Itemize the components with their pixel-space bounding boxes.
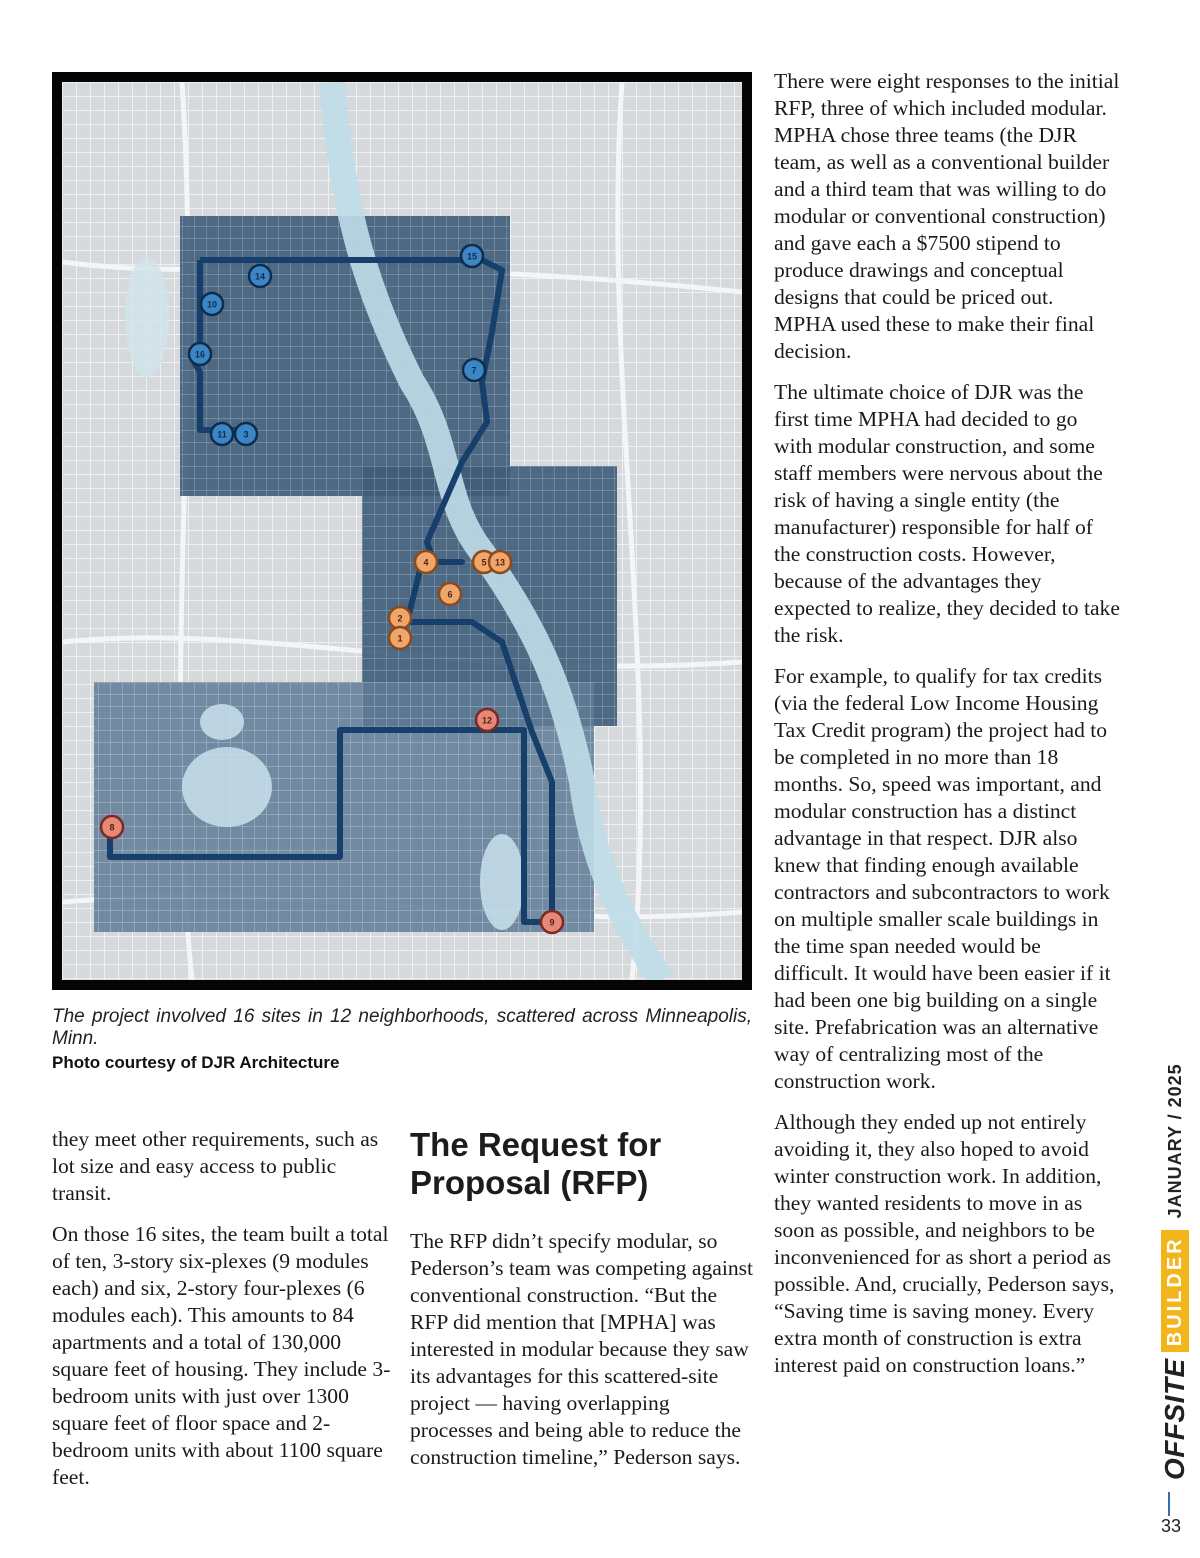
magazine-name-offsite: OFFSITE <box>1159 1358 1190 1480</box>
site-marker-label: 4 <box>423 557 429 568</box>
magazine-name-builder: BUILDER <box>1161 1230 1189 1352</box>
page-divider <box>1168 1492 1170 1516</box>
section-heading: The Request for Proposal (RFP) <box>410 1126 662 1201</box>
paragraph: they meet other requirements, such as lot size and easy access to public transit. <box>52 1127 379 1205</box>
map-figure <box>52 72 752 990</box>
lake <box>480 834 524 930</box>
map-image <box>62 82 742 980</box>
site-marker-label: 6 <box>447 589 453 600</box>
lake <box>125 257 169 377</box>
left-column <box>52 1126 392 1505</box>
photo-credit: Photo courtesy of DJR Architecture <box>52 1053 340 1072</box>
paragraph: Although they ended up not entirely avoiding it, they also hoped to avoid winter construction work. In addition, they wanted residents to move in as soon as possible, and neighbors to be inconvenienced for as short a period as possible. And, crucially, Pederson says, “Saving time is saving money. Every extra month of construction is extra interest paid on construction loans.” <box>774 1110 1115 1377</box>
site-marker-label: 12 <box>481 715 493 726</box>
site-marker-label: 14 <box>254 271 266 282</box>
caption-text: The project involved 16 sites in 12 neighborhoods, scattered across Minneapolis, Minn. <box>52 1006 752 1049</box>
site-marker-label: 8 <box>109 822 115 833</box>
figure-caption <box>52 1006 752 1074</box>
site-marker-label: 16 <box>194 349 206 360</box>
site-marker-label: 11 <box>217 429 227 440</box>
paragraph: For example, to qualify for tax credits (via the federal Low Income Housing Tax Credit program) the project had to be completed in no more than 18 months. So, speed was important, and modular construction has a distinct advantage in that respect. DJR also knew that finding enough available contractors and subcontractors to work on multiple smaller scale buildings in the time span needed would be difficult. It would have been easier if it had been one big building on a single site. Prefabrication was an alternative way of centralizing most of the construction work. <box>774 664 1111 1093</box>
site-marker-label: 2 <box>397 613 403 624</box>
site-marker-label: 1 <box>397 633 403 644</box>
site-marker-label: 10 <box>206 299 218 310</box>
site-marker-label: 3 <box>243 429 249 440</box>
paragraph: There were eight responses to the initial RFP, three of which included modular. MPHA chose three teams (the DJR team, as well as a conventional builder and a third team that was willing to do modular or conventional construction) and gave each a $7500 stipend to produce drawings and conceptual designs that could be priced out. MPHA used these to make their final decision. <box>774 69 1120 363</box>
site-marker-label: 15 <box>466 251 478 262</box>
lake <box>182 747 272 827</box>
site-marker-label: 5 <box>481 557 487 568</box>
paragraph: The ultimate choice of DJR was the first time MPHA had decided to go with modular construction, and some staff members were nervous about the risk of having a single entity (the manufacturer) responsible for half of the construction costs. However, because of the advantages they expected to realize, they decided to take the risk. <box>774 380 1120 647</box>
lake <box>200 704 244 740</box>
site-marker-label: 13 <box>494 557 506 568</box>
magazine-branding <box>1158 1063 1192 1480</box>
site-marker-label: 9 <box>549 917 555 928</box>
paragraph: On those 16 sites, the team built a total of ten, 3-story six-plexes (9 modules each) and six, 2-story four-plexes (6 modules each). This amounts to 84 apartments and a total of 130,000 square feet of housing. They include 3-bedroom units with just over 1300 square feet of floor space and 2-bedroom units with about 1100 square feet. <box>52 1222 391 1489</box>
middle-column <box>410 1126 755 1485</box>
right-column <box>774 68 1120 1393</box>
paragraph: The RFP didn’t specify modular, so Pederson’s team was competing against conventional construction. “But the RFP did mention that [MPHA] was interested in modular because they saw its advantages for this scattered-site project — having overlapping processes and being able to reduce the construction timeline,” Pederson says. <box>410 1229 754 1469</box>
site-marker-label: 7 <box>471 365 477 376</box>
issue-date: JANUARY / 2025 <box>1164 1063 1185 1219</box>
page-number: 33 <box>1160 1516 1182 1536</box>
